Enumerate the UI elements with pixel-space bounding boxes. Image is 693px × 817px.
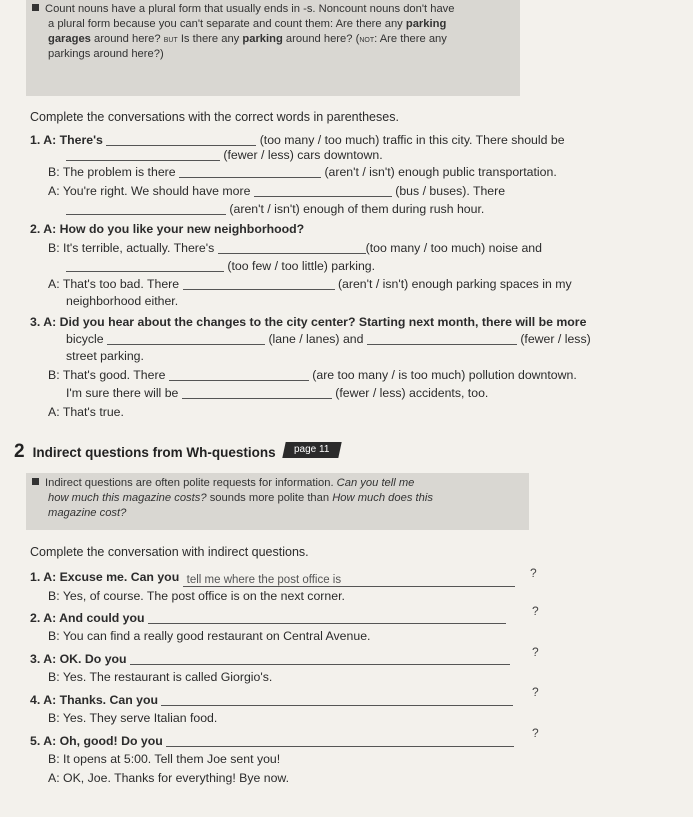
note-line: how much this magazine costs? sounds more polite than How much does this	[48, 492, 433, 504]
question-mark: ?	[532, 685, 539, 699]
question-mark: ?	[532, 604, 539, 618]
page-reference-badge: page 11	[282, 442, 341, 458]
ex2-line: A: OK, Joe. Thanks for everything! Bye now.	[48, 771, 290, 785]
section-2-title: 2 Indirect questions from Wh-questions	[14, 441, 276, 462]
answer-blank[interactable]	[107, 332, 265, 345]
answer-blank[interactable]	[169, 368, 309, 381]
answer-blank[interactable]	[183, 574, 515, 587]
ex2-line: B: Yes. They serve Italian food.	[48, 711, 218, 725]
ex2-line: B: It opens at 5:00. Tell them Joe sent you!	[48, 752, 281, 766]
ex1-line: (fewer / less) cars downtown.	[66, 148, 383, 162]
answer-blank[interactable]	[66, 202, 226, 215]
note-line: Count nouns have a plural form that usually ends in -s. Noncount nouns don't have	[32, 2, 514, 17]
bullet-icon	[32, 4, 39, 11]
answer-blank[interactable]	[106, 133, 256, 146]
ex1-line: 2. A: How do you like your new neighborhood?	[30, 222, 305, 236]
ex1-line: A: You're right. We should have more (bus / buses). There	[48, 184, 506, 198]
ex2-line: B: Yes. The restaurant is called Giorgio's.	[48, 670, 273, 684]
ex2-line: 5. A: Oh, good! Do you	[30, 734, 514, 748]
ex1-line: 3. A: Did you hear about the changes to the city center? Starting next month, there will be more	[30, 315, 587, 329]
ex1-line: 1. A: There's (too many / too much) traffic in this city. There should be	[30, 133, 565, 147]
ex1-line: A: That's true.	[48, 405, 124, 419]
ex1-line: B: It's terrible, actually. There's (too many / too much) noise and	[48, 241, 542, 255]
note-line: parkings around here?)	[48, 48, 164, 60]
question-mark: ?	[530, 566, 537, 580]
ex1-line: street parking.	[66, 349, 144, 363]
answer-blank[interactable]	[218, 241, 366, 254]
grammar-note-count-nouns	[26, 0, 520, 96]
exercise-2-instruction: Complete the conversation with indirect questions.	[30, 545, 309, 559]
ex1-line: A: That's too bad. There (aren't / isn't) enough parking spaces in my	[48, 277, 572, 291]
note-line: magazine cost?	[48, 507, 127, 519]
ex1-line: (too few / too little) parking.	[66, 259, 375, 273]
ex2-line: 4. A: Thanks. Can you	[30, 693, 513, 707]
ex2-line: B: Yes, of course. The post office is on the next corner.	[48, 589, 345, 603]
ex1-line: neighborhood either.	[66, 294, 179, 308]
ex2-line: B: You can find a really good restaurant on Central Avenue.	[48, 629, 371, 643]
note-line: garages around here? but Is there any parking around here? (not: Are there any	[48, 33, 447, 45]
ex1-line: I'm sure there will be (fewer / less) accidents, too.	[66, 386, 489, 400]
answer-blank[interactable]	[130, 652, 510, 665]
answer-blank[interactable]	[182, 386, 332, 399]
answer-blank[interactable]	[148, 611, 506, 624]
answer-blank[interactable]	[367, 332, 517, 345]
answer-blank[interactable]	[254, 184, 392, 197]
ex1-line: (aren't / isn't) enough of them during rush hour.	[66, 202, 484, 216]
ex1-line: bicycle (lane / lanes) and (fewer / less)	[66, 332, 591, 346]
note-line: Indirect questions are often polite requests for information. Can you tell me	[32, 476, 523, 491]
exercise-1-instruction: Complete the conversations with the correct words in parentheses.	[30, 110, 399, 124]
answer-blank[interactable]	[66, 148, 220, 161]
answer-blank[interactable]	[161, 693, 513, 706]
ex2-line: 2. A: And could you	[30, 611, 506, 625]
ex2-line: 1. A: Excuse me. Can you tell me where the post office is	[30, 570, 515, 587]
ex2-line: 3. A: OK. Do you	[30, 652, 510, 666]
answer-blank[interactable]	[179, 165, 321, 178]
answer-blank[interactable]	[66, 259, 224, 272]
bullet-icon	[32, 478, 39, 485]
ex1-line: B: The problem is there (aren't / isn't) enough public transportation.	[48, 165, 557, 179]
note-line: a plural form because you can't separate and count them: Are there any parking	[48, 18, 447, 30]
question-mark: ?	[532, 645, 539, 659]
example-answer: tell me where the post office is	[186, 574, 342, 586]
answer-blank[interactable]	[166, 734, 514, 747]
question-mark: ?	[532, 726, 539, 740]
ex1-line: B: That's good. There (are too many / is too much) pollution downtown.	[48, 368, 577, 382]
grammar-note-indirect-questions	[26, 473, 529, 530]
answer-blank[interactable]	[183, 277, 335, 290]
